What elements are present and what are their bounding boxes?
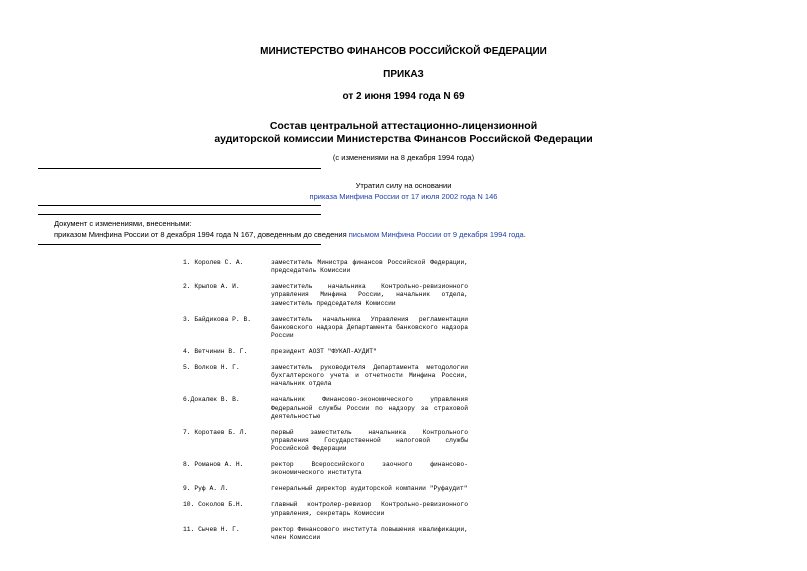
document-title-line2: аудиторской комиссии Министерства Финансов Российской Федерации xyxy=(214,133,593,145)
member-position: генеральный директор аудиторской компании "Руфаудит" xyxy=(271,485,468,493)
order-date: от 2 июня 1994 года N 69 xyxy=(342,91,465,102)
member-row xyxy=(183,283,468,308)
member-name: 4. Ветчинин В. Г. xyxy=(183,348,248,356)
member-row xyxy=(183,501,468,517)
changes-line xyxy=(54,229,526,240)
member-position: главный контролер-ревизор Контрольно-ревизионного управления, секретарь Комиссии xyxy=(271,501,468,517)
changes-link[interactable]: письмом Минфина России от 9 декабря 1994 года xyxy=(348,230,524,239)
member-name: 2. Крылов А. И. xyxy=(183,283,240,291)
order-type: ПРИКАЗ xyxy=(383,69,424,80)
divider xyxy=(38,168,321,169)
member-row xyxy=(183,364,468,389)
changes-text: приказом Минфина России от 8 декабря 1994 года N 167, доведенным до сведения xyxy=(54,230,349,239)
member-name: 7. Коротаев Б. Л. xyxy=(183,428,248,436)
amendments-note: (с изменениями на 8 декабря 1994 года) xyxy=(332,153,475,162)
member-row xyxy=(183,461,468,477)
member-position: заместитель начальника Контрольно-ревизионного управления Минфина России, начальник отдела, заместитель председателя Комиссии xyxy=(271,283,468,307)
member-name: 11. Сычев Н. Г. xyxy=(183,525,240,533)
member-name: 9. Руф А. Л. xyxy=(183,485,229,493)
member-position: заместитель начальника Управления регламентации банковского надзора Департамента банковского надзора России xyxy=(271,315,468,340)
ministry-title: МИНИСТЕРСТВО ФИНАНСОВ РОССИЙСКОЙ ФЕДЕРАЦИИ xyxy=(260,46,547,57)
member-row xyxy=(183,259,468,275)
divider xyxy=(38,244,321,245)
member-position: начальник Финансово-экономического управления Федеральной службы России по надзору за страховой деятельностью xyxy=(271,396,468,420)
member-row xyxy=(183,429,468,454)
revoked-ref xyxy=(0,192,807,201)
revoked-link[interactable]: приказа Минфина России от 17 июля 2002 года N 146 xyxy=(309,192,498,201)
member-name: 6.Докалюк В. В. xyxy=(183,396,240,404)
changes-heading: Документ с изменениями, внесенными: xyxy=(54,219,192,228)
member-name: 10. Соколов Б.Н. xyxy=(183,501,244,509)
document-title-line1: Состав центральной аттестационно-лицензионной xyxy=(269,120,538,132)
member-row xyxy=(183,348,468,356)
member-row xyxy=(183,396,468,421)
revoked-label: Утратил силу на основании xyxy=(355,181,452,190)
member-name: 3. Байдикова Р. В. xyxy=(183,315,252,323)
member-position: заместитель руководителя Департамента методологии бухгалтерского учета и отчетности Минфина России, начальник отдела xyxy=(271,364,468,388)
member-position: ректор Всероссийского заочного финансово-экономического института xyxy=(271,461,468,477)
divider xyxy=(38,205,321,206)
member-position: президент АОЗТ "ФУКАП-АУДИТ" xyxy=(271,348,377,356)
member-row xyxy=(183,526,468,542)
member-row xyxy=(183,485,468,493)
changes-block xyxy=(54,218,526,240)
member-position: первый заместитель начальника Контрольного управления Государственной налоговой службы Российской Федерации xyxy=(271,428,468,453)
member-position: заместитель Министра финансов Российской Федерации, председатель Комиссии xyxy=(271,259,468,275)
members-list xyxy=(183,259,468,550)
member-name: 8. Романов А. Н. xyxy=(183,461,244,469)
member-row xyxy=(183,316,468,341)
member-position: ректор Финансового института повышения квалификации, член Комиссии xyxy=(271,525,468,541)
member-name: 5. Волков Н. Г. xyxy=(183,364,240,372)
document-title xyxy=(0,120,807,146)
changes-tail: . xyxy=(523,230,526,239)
member-name: 1. Королев С. А. xyxy=(183,259,244,266)
divider xyxy=(38,214,321,215)
